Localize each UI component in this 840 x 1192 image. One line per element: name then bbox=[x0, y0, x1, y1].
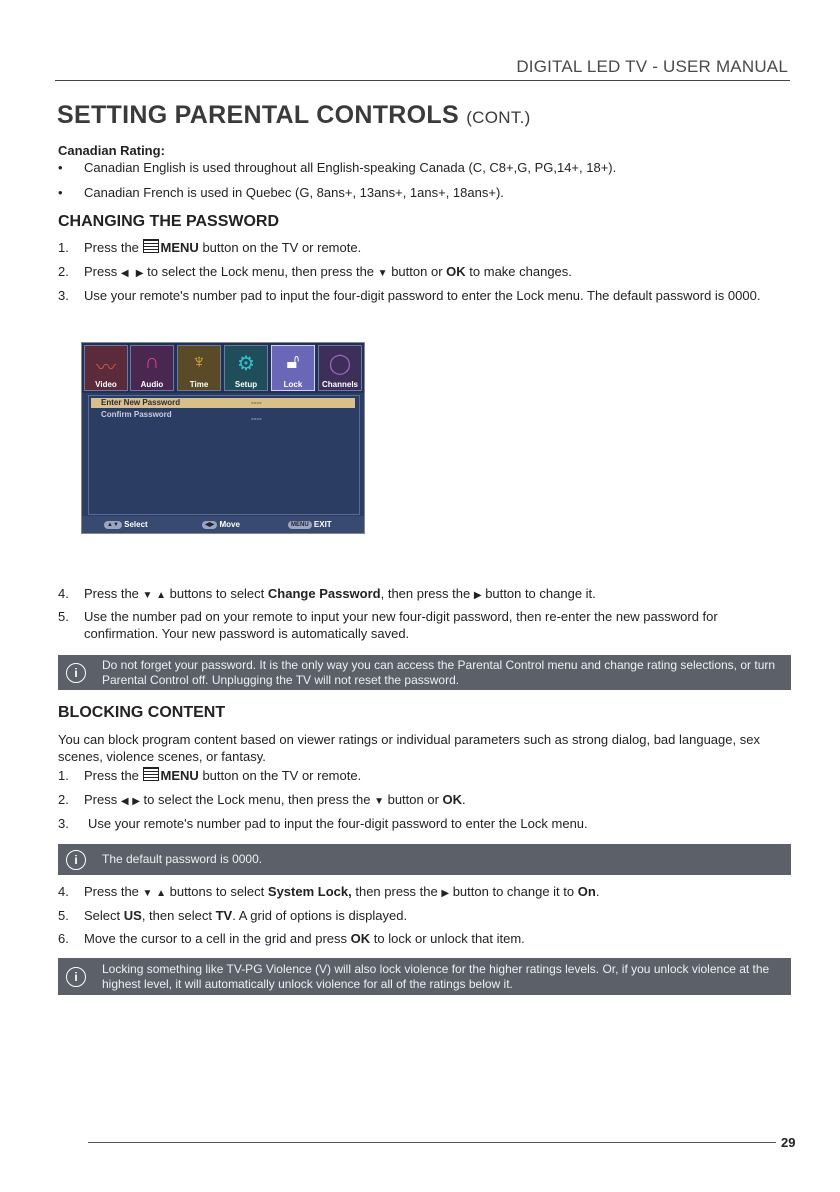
menu-icon bbox=[143, 767, 159, 781]
default-password-note bbox=[58, 844, 791, 875]
right-arrow-icon: ▶ bbox=[473, 590, 482, 601]
step-text: Press bbox=[84, 264, 118, 279]
system-lock-label: System Lock, bbox=[267, 884, 352, 899]
left-arrow-icon: ◀ bbox=[120, 796, 129, 807]
info-icon: i bbox=[66, 967, 86, 987]
tv-row-value: ---- bbox=[251, 414, 262, 423]
tv-tab-video bbox=[84, 345, 128, 391]
step-text: button on the TV or remote. bbox=[202, 240, 362, 255]
down-arrow-icon: ▼ bbox=[142, 888, 153, 899]
tv-lock-menu-screenshot bbox=[81, 342, 365, 534]
lock-icon: 🔓︎ bbox=[286, 351, 300, 373]
gear-icon: ⚙ bbox=[237, 353, 255, 375]
password-info-note bbox=[58, 655, 791, 690]
right-arrow-icon: ▶ bbox=[132, 796, 140, 807]
tv-footer-text: Select bbox=[124, 520, 148, 529]
step-text: Press bbox=[84, 792, 118, 807]
tv-tab-label: Audio bbox=[140, 380, 164, 389]
up-arrow-icon: ▲ bbox=[156, 590, 166, 601]
right-arrow-icon: ▶ bbox=[441, 888, 450, 899]
tv-tab-label: Video bbox=[95, 380, 117, 389]
down-arrow-icon: ▼ bbox=[142, 590, 153, 601]
step-text: button or bbox=[387, 792, 439, 807]
step-number: 3. bbox=[58, 816, 69, 831]
ok-key-label: OK bbox=[446, 264, 466, 279]
violence-lock-note bbox=[58, 958, 791, 995]
change-password-label: Change Password bbox=[267, 586, 381, 601]
section-heading-blocking: BLOCKING CONTENT bbox=[58, 704, 226, 721]
step-number: 1. bbox=[58, 768, 69, 783]
tv-tab-label: Time bbox=[189, 380, 209, 389]
note-text: Do not forget your password. It is the only way you can access the Parental Control menu and change rating selections, or turn Parental Control off. Unplugging the TV will not reset the password. bbox=[102, 658, 776, 687]
step-text: to select the Lock menu, then press the bbox=[143, 792, 371, 807]
page-number: 29 bbox=[781, 1135, 796, 1150]
step-text: button to change it. bbox=[485, 586, 596, 601]
tv-tab-time bbox=[177, 345, 221, 391]
tv-footer-select bbox=[104, 516, 148, 533]
menu-key-icon: MENU bbox=[288, 521, 312, 529]
step-text: . A grid of options is displayed. bbox=[232, 908, 408, 923]
step-number: 4. bbox=[58, 586, 69, 601]
page-title-suffix: (CONT.) bbox=[466, 108, 531, 127]
headphones-icon: ∩ bbox=[144, 351, 160, 373]
step-text: buttons to select bbox=[169, 586, 265, 601]
canadian-bullet-text: Canadian French is used in Quebec (G, 8ans+, 13ans+, 1ans+, 18ans+). bbox=[84, 185, 504, 200]
page-title-main: SETTING PARENTAL CONTROLS bbox=[57, 101, 459, 129]
step-number: 4. bbox=[58, 884, 69, 899]
step-text: Press the bbox=[84, 586, 139, 601]
step-text: Select bbox=[84, 908, 121, 923]
pin-icon: ♆ bbox=[191, 351, 207, 373]
step-text: to make changes. bbox=[469, 264, 572, 279]
tv-footer-move bbox=[202, 516, 240, 533]
step-text: . bbox=[462, 792, 466, 807]
up-arrow-icon: ▲ bbox=[156, 888, 166, 899]
step-number: 3. bbox=[58, 288, 69, 303]
header-divider bbox=[55, 80, 790, 81]
step-text: to select the Lock menu, then press the bbox=[147, 264, 375, 279]
tv-tab-lock bbox=[271, 345, 315, 391]
tv-tab-label: Lock bbox=[283, 380, 303, 389]
step-text: Press the bbox=[84, 240, 139, 255]
step-text: Use your remote's number pad to input the four-digit password to enter the Lock menu. bbox=[88, 816, 588, 831]
video-icon: 〰 bbox=[96, 357, 116, 379]
tv-label: TV bbox=[215, 908, 233, 923]
step-text: buttons to select bbox=[169, 884, 265, 899]
search-icon: ◯ bbox=[328, 353, 352, 375]
menu-key-label: MENU bbox=[160, 768, 199, 783]
manual-header-title: DIGITAL LED TV - USER MANUAL bbox=[516, 57, 788, 76]
step-text: then press the bbox=[355, 884, 438, 899]
ok-key-label: OK bbox=[442, 792, 463, 807]
step-text: button to change it to bbox=[452, 884, 575, 899]
menu-key-label: MENU bbox=[160, 240, 199, 255]
bullet-icon: • bbox=[58, 185, 63, 200]
step-text: Press the bbox=[84, 768, 139, 783]
tv-password-list bbox=[88, 395, 360, 515]
menu-icon bbox=[143, 239, 159, 253]
info-icon: i bbox=[66, 850, 86, 870]
step-text: Press the bbox=[84, 884, 139, 899]
tv-row-confirm-password bbox=[91, 410, 355, 423]
step-number: 2. bbox=[58, 264, 69, 279]
step-text: , then select bbox=[141, 908, 212, 923]
canadian-bullet-text: Canadian English is used throughout all English-speaking Canada (C, C8+,G, PG,14+, 18+). bbox=[84, 160, 617, 175]
updown-key-icon: ▲▼ bbox=[104, 521, 122, 529]
tv-row-enter-password bbox=[91, 398, 355, 408]
step-text: button on the TV or remote. bbox=[202, 768, 362, 783]
blocking-intro: You can block program content based on viewer ratings or individual parameters such as strong dialog, bad language, sex scenes, violence scenes, or fantasy. bbox=[58, 732, 760, 764]
step-text: to lock or unlock that item. bbox=[373, 931, 525, 946]
tv-tab-setup bbox=[224, 345, 268, 391]
tv-tab-label: Channels bbox=[321, 380, 358, 389]
tv-menu-tabs bbox=[82, 343, 364, 393]
info-icon: i bbox=[66, 663, 86, 683]
step-number: 1. bbox=[58, 240, 69, 255]
ok-key-label: OK bbox=[350, 931, 371, 946]
section-heading-password: CHANGING THE PASSWORD bbox=[58, 213, 280, 230]
step-number: 5. bbox=[58, 908, 69, 923]
page-title bbox=[57, 101, 531, 130]
us-label: US bbox=[123, 908, 142, 923]
step-text: Use the number pad on your remote to input your new four-digit password, then re-enter the new password for confirmation. Your new password is automatically saved. bbox=[84, 609, 718, 641]
footer-divider bbox=[88, 1142, 776, 1143]
down-arrow-icon: ▼ bbox=[377, 268, 388, 279]
down-arrow-icon: ▼ bbox=[374, 796, 384, 807]
on-label: On bbox=[577, 884, 596, 899]
step-text: Use your remote's number pad to input the four-digit password to enter the Lock menu. The default password is 0000. bbox=[84, 288, 761, 303]
tv-footer-bar bbox=[82, 516, 364, 533]
bullet-icon: • bbox=[58, 160, 63, 175]
tv-tab-channels bbox=[318, 345, 362, 391]
left-arrow-icon: ◀ bbox=[120, 268, 129, 279]
step-number: 5. bbox=[58, 609, 69, 624]
canadian-rating-heading: Canadian Rating: bbox=[58, 143, 165, 158]
step-text: . bbox=[595, 884, 600, 899]
tv-tab-audio bbox=[130, 345, 174, 391]
tv-row-value: ---- bbox=[251, 398, 262, 407]
tv-row-label: Enter New Password bbox=[101, 398, 181, 407]
tv-tab-label: Setup bbox=[234, 380, 258, 389]
leftright-key-icon: ◀▶ bbox=[202, 521, 217, 529]
step-number: 6. bbox=[58, 931, 69, 946]
step-number: 2. bbox=[58, 792, 69, 807]
right-arrow-icon: ▶ bbox=[135, 268, 144, 279]
tv-row-label: Confirm Password bbox=[101, 410, 172, 419]
tv-footer-exit bbox=[288, 516, 332, 533]
note-text: The default password is 0000. bbox=[102, 852, 263, 866]
tv-footer-text: EXIT bbox=[313, 520, 332, 529]
tv-footer-text: Move bbox=[219, 520, 240, 529]
step-text: Move the cursor to a cell in the grid and press bbox=[84, 931, 348, 946]
step-text: , then press the bbox=[380, 586, 471, 601]
step-text: button or bbox=[391, 264, 443, 279]
note-text: Locking something like TV-PG Violence (V) will also lock violence for the higher ratings levels. Or, if you unlock violence at the highest level, it will automatically unlock violence for all of the ratings below it. bbox=[102, 962, 770, 991]
